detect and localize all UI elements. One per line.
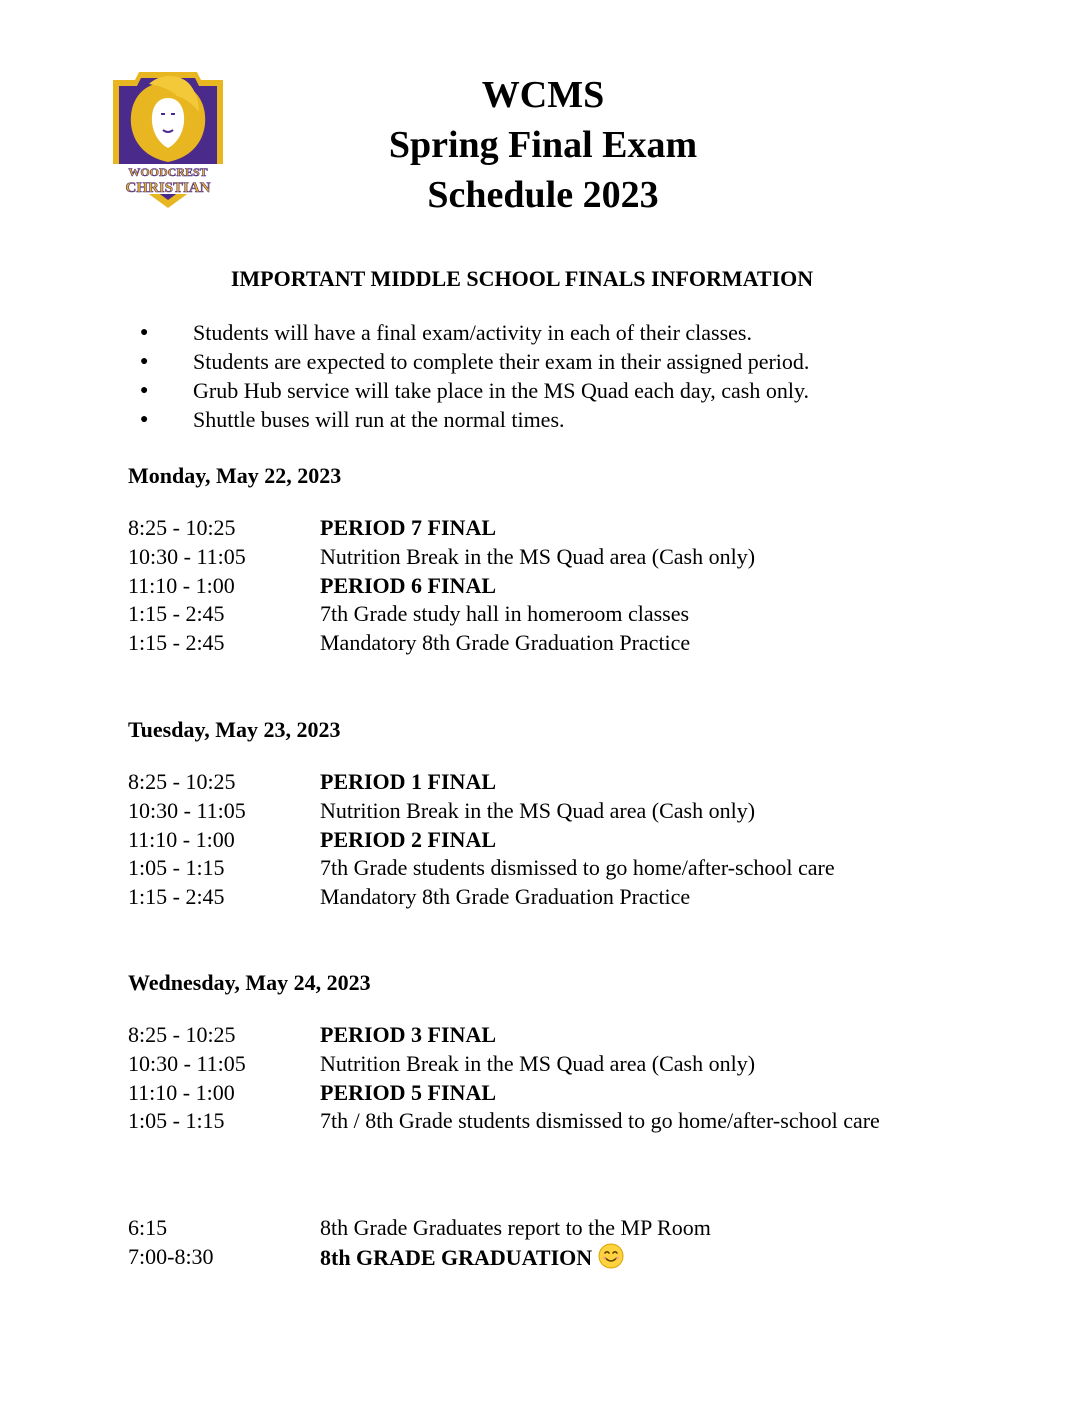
day-heading-monday: Monday, May 22, 2023	[128, 463, 342, 488]
row-description: 8th Grade Graduates report to the MP Room	[320, 1215, 711, 1240]
row-time: 1:15 - 2:45	[128, 884, 225, 910]
logo-text-woodcrest: WOODCREST	[128, 165, 208, 179]
row-time: 6:15	[128, 1215, 168, 1240]
row-time: 1:15 - 2:45	[128, 630, 225, 656]
woodcrest-christian-logo	[105, 68, 231, 212]
row-time: 1:05 - 1:15	[128, 855, 225, 881]
bullet-icon: ●	[140, 325, 149, 340]
smiling-face-icon	[598, 1243, 624, 1269]
row-time: 11:10 - 1:00	[128, 1079, 235, 1105]
row-time: 10:30 - 11:05	[128, 797, 246, 823]
title-line-1: WCMS	[481, 74, 605, 116]
row-time: 11:10 - 1:00	[128, 572, 235, 598]
row-description: 7th Grade study hall in homeroom classes	[320, 601, 690, 627]
row-description: Mandatory 8th Grade Graduation Practice	[320, 884, 691, 910]
row-time: 10:30 - 11:05	[128, 1050, 246, 1076]
row-time: 8:25 - 10:25	[128, 1022, 236, 1047]
row-time: 10:30 - 11:05	[128, 543, 246, 569]
row-description: 7th / 8th Grade students dismissed to go home/after-school care	[320, 1108, 880, 1134]
row-description: PERIOD 5 FINAL	[320, 1079, 497, 1105]
row-description: PERIOD 7 FINAL	[320, 515, 497, 540]
day-heading-wednesday: Wednesday, May 24, 2023	[128, 970, 371, 995]
row-description: Nutrition Break in the MS Quad area (Cash only)	[320, 543, 756, 569]
graduation-label: 8th GRADE GRADUATION	[320, 1244, 593, 1270]
row-description-graduation	[320, 1243, 624, 1273]
row-description: PERIOD 6 FINAL	[320, 572, 497, 598]
row-description: Mandatory 8th Grade Graduation Practice	[320, 630, 691, 656]
row-description: 7th Grade students dismissed to go home/after-school care	[320, 855, 835, 881]
row-description: Nutrition Break in the MS Quad area (Cash only)	[320, 1050, 756, 1076]
bullet-icon: ●	[140, 354, 149, 369]
row-description: PERIOD 2 FINAL	[320, 826, 497, 852]
bullet-text: Shuttle buses will run at the normal times.	[193, 407, 565, 432]
row-time: 1:05 - 1:15	[128, 1108, 225, 1134]
row-description: PERIOD 3 FINAL	[320, 1022, 497, 1047]
page-title	[300, 70, 786, 220]
day-heading-tuesday: Tuesday, May 23, 2023	[128, 717, 341, 742]
row-time: 8:25 - 10:25	[128, 515, 236, 540]
bullet-icon: ●	[140, 412, 149, 427]
row-time: 8:25 - 10:25	[128, 769, 236, 794]
title-line-3: Schedule 2023	[427, 174, 659, 216]
row-time: 11:10 - 1:00	[128, 826, 235, 852]
bullet-text: Students are expected to complete their exam in their assigned period.	[193, 349, 810, 374]
row-description: Nutrition Break in the MS Quad area (Cash only)	[320, 797, 756, 823]
logo-text-christian: CHRISTIAN	[125, 180, 211, 196]
row-time: 7:00-8:30	[128, 1243, 214, 1269]
row-time: 1:15 - 2:45	[128, 601, 225, 627]
info-heading: IMPORTANT MIDDLE SCHOOL FINALS INFORMATION	[230, 266, 814, 291]
bullet-text: Students will have a final exam/activity in each of their classes.	[193, 320, 752, 345]
title-line-2: Spring Final Exam	[388, 124, 698, 166]
row-description: PERIOD 1 FINAL	[320, 769, 497, 794]
bullet-text: Grub Hub service will take place in the MS Quad each day, cash only.	[193, 378, 810, 403]
bullet-icon: ●	[140, 383, 149, 398]
